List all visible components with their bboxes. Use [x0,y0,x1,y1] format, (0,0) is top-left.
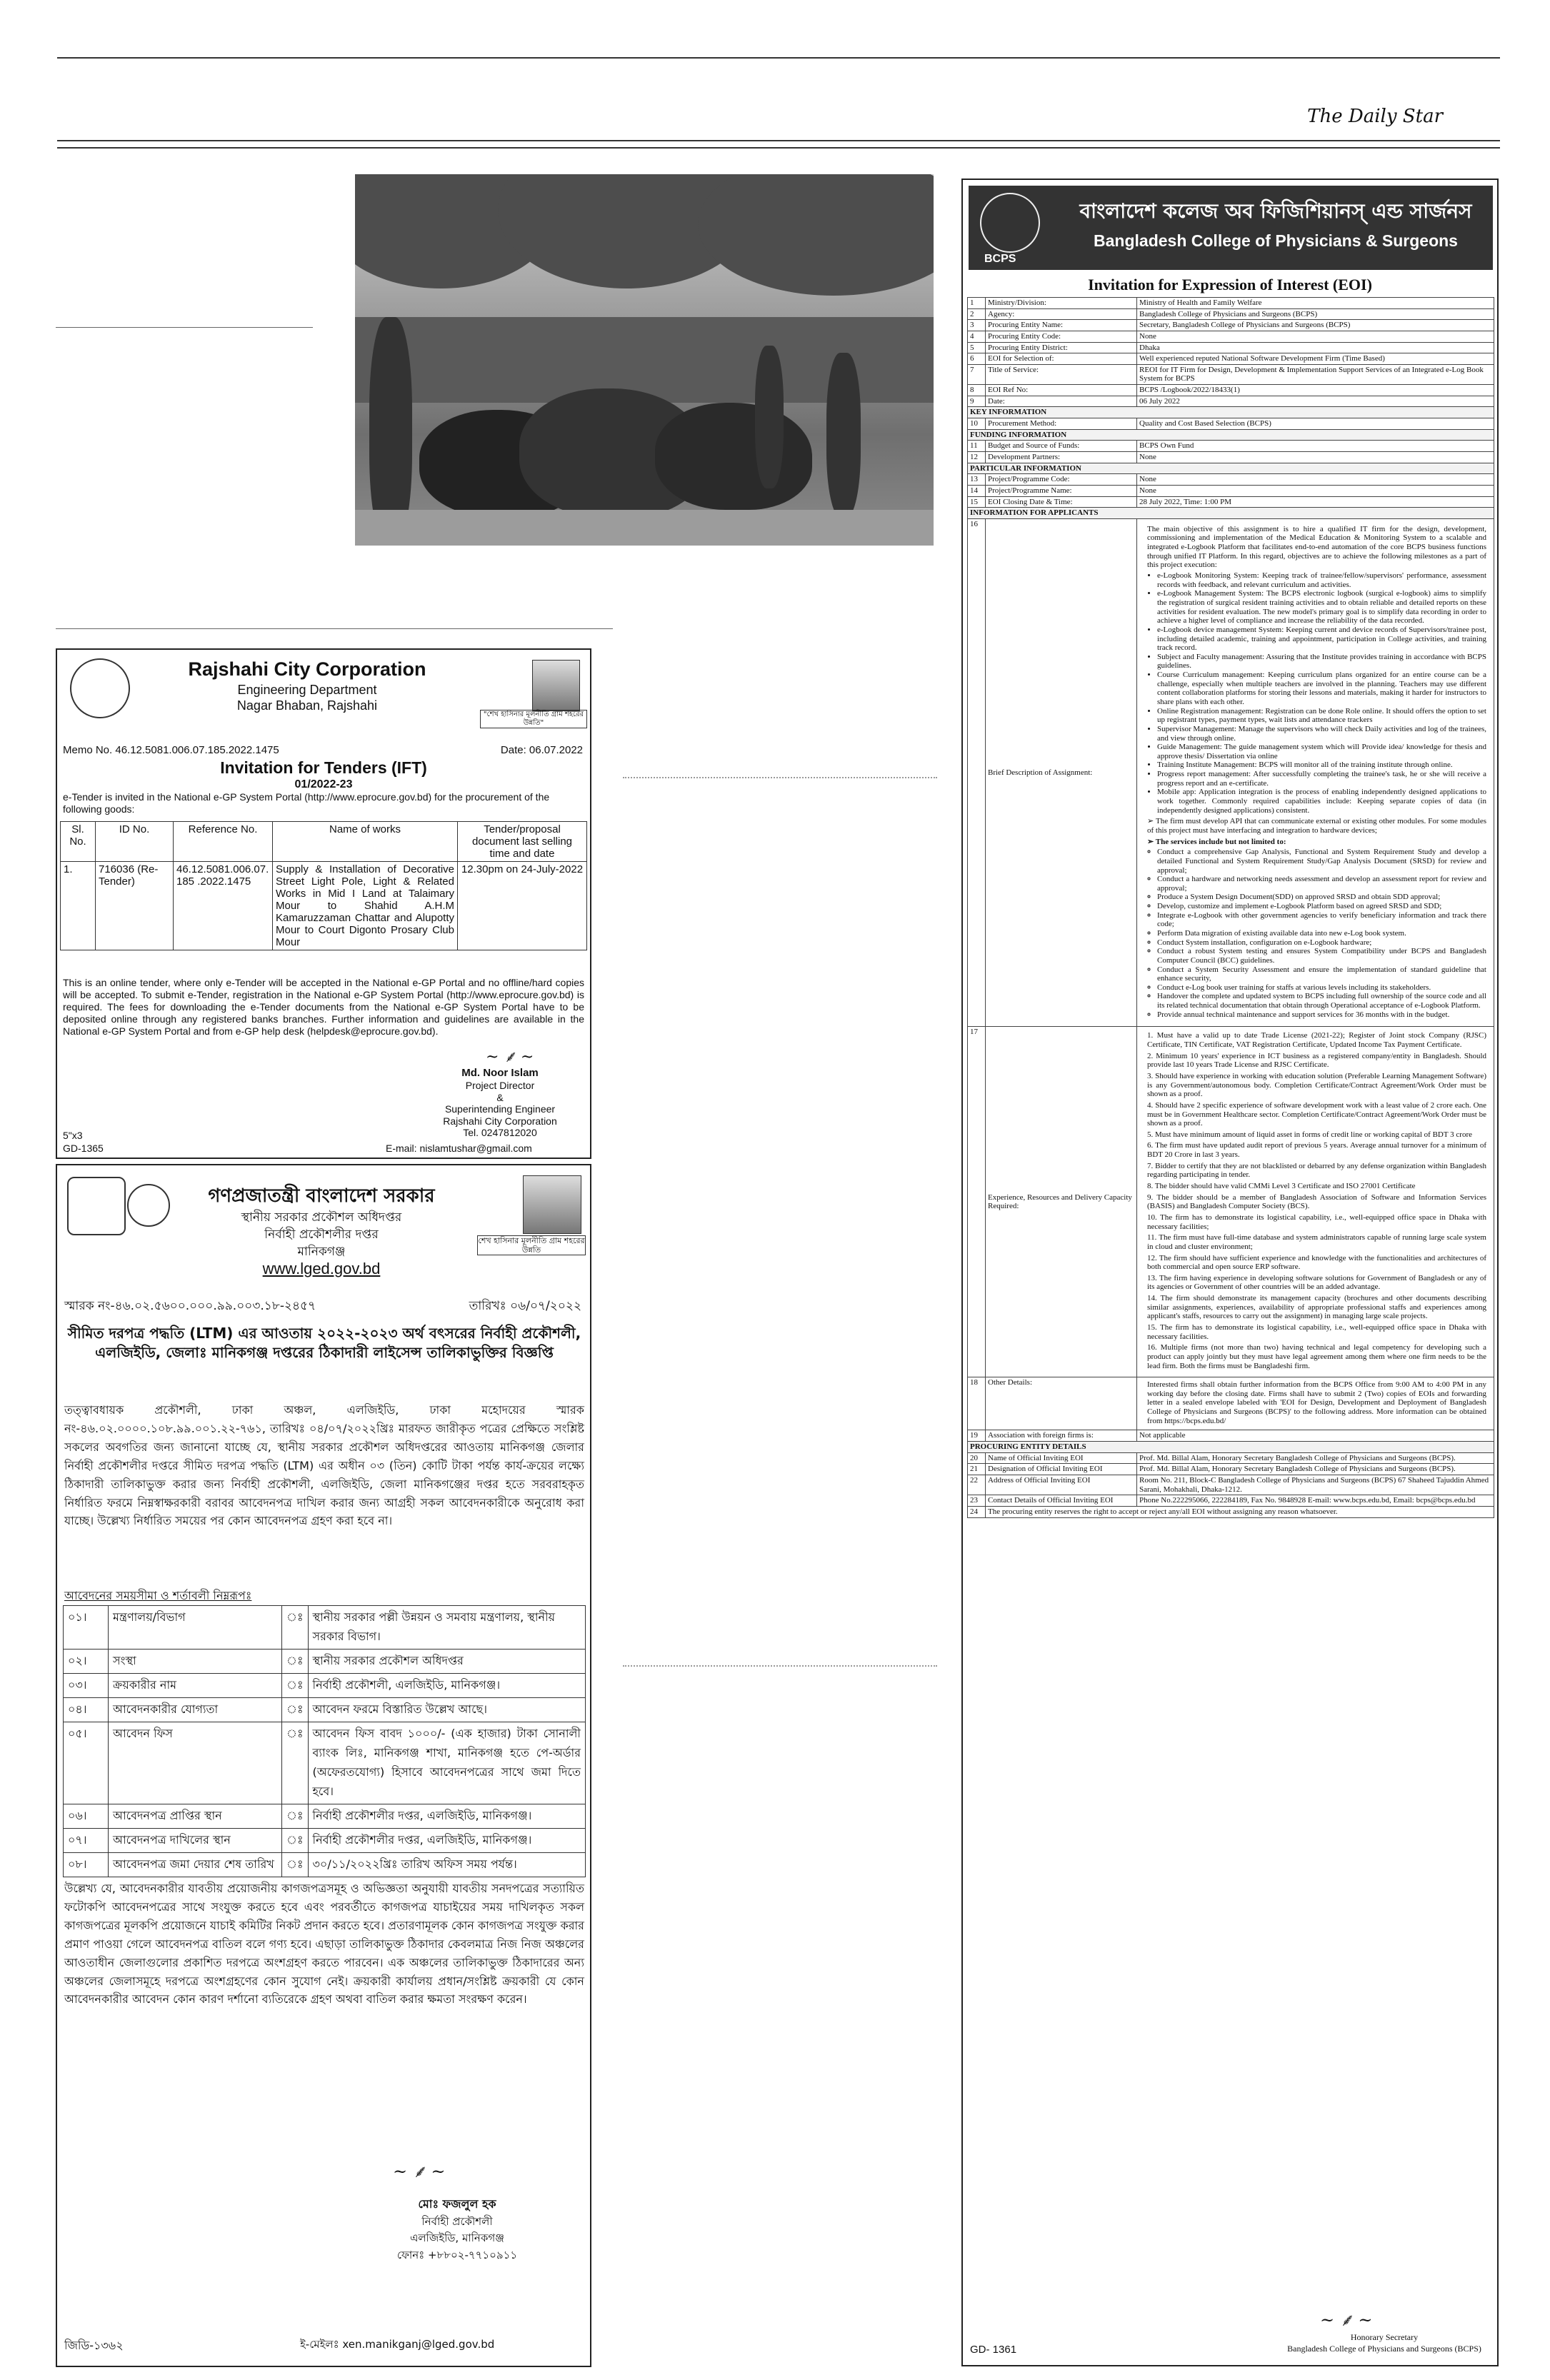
list-item: • Course Curriculum management: Keeping curriculum plans organized for an entire course can be a challenge, especially when multiple teachers are involved in the planning. Teachers may use different content collaboration platforms for storing their lessons and materials, making it harder for instructors to share plans with each other. [1157,671,1486,707]
row-key: Ministry/Division: [986,298,1137,309]
lged-gov: গণপ্রজাতন্ত্রী বাংলাদেশ সরকার [208,1185,435,1207]
row-value: স্থানীয় সরকার পল্লী উন্নয়ন ও সমবায় মন্ত্রণালয়, স্থানীয় সরকার বিভাগ। [308,1606,585,1650]
list-item: • Training Institute Management: BCPS will monitor all of the training institute through online. [1157,760,1486,770]
list-item: 5. Must have minimum amount of liquid asset in forms of credit line or working capital of BDT 3 crore [1147,1130,1472,1139]
list-item: • e-Logbook Management System: The BCPS electronic logbook (surgical e-logbook) aims to simplify the registration of surgical resident training activities and to obtain reliable and detailed reports on these activities for resident evaluation. The new model's primary goal is to simplify data recording in order to achieve a higher level of compliance and increase the reliability of the data recorded. [1157,589,1486,626]
list-item: 16. Multiple firms (not more than two) having technical and legal competency for developing such a product can apply jointly but they must have legal agreement among them where one firm needs to be the lead firm. Both the firms must be Bangladeshi firm. [1147,1343,1486,1370]
table-row [968,1430,1494,1442]
section-label: PARTICULAR INFORMATION [968,463,1494,474]
row-value: BCPS Own Fund [1137,441,1494,452]
signer-line: Tel. 0247812020 [463,1127,537,1139]
lged-terms-table [63,1605,586,1877]
bcps-signature: ~ ⸙ ~ [1320,2310,1373,2330]
table-row [968,474,1494,486]
lged-body: তত্ত্বাবধায়ক প্রকৌশলী, ঢাকা অঞ্চল, এলজিইডি, ঢাকা মহোদয়ের স্মারক নং-৪৬.০২.০০০০.১০৮.৯৯.০০১.২২-৭৬১, তারিখঃ ০৪/০৭/২০২২খ্রিঃ মারফত জারীকৃত পত্রের প্রেক্ষিতে সংশ্লিষ্ট সকলের অবগতির জন্য জানানো যাচ্ছে যে, স্থানীয় সরকার প্রকৌশল অধিদপ্তরের আওতায় মানিকগঞ্জ জেলার নির্বাহী প্রকৌশলীর দপ্তরে সীমিত দরপত্র পদ্ধতি (LTM) এর অধীন ০৩ (তিন) কোটি টাকা পর্যন্ত কার্য-ক্রয়ের লক্ষ্যে ঠিকাদারী তালিকাভুক্ত করার জন্য নির্বাহী প্রকৌশলী, এলজিইডি, জেলা মানিকগঞ্জের দপ্তর হতে সরবরাহকৃত নির্ধারিত ফরমে নিম্নস্বাক্ষরকারী বরাবর আবেদনপত্র দাখিল করার জন্য আগ্রহী সকল আবেদনকারীকে অনুরোধ করা যাচ্ছে। উল্লেখ্য নির্ধারিত সময়ের পর কোন আবেদনপত্র গ্রহণ করা হবে না। [64,1403,584,1528]
row-key: আবেদনকারীর যোগ্যতা [109,1698,282,1722]
row-value: Well experienced reputed National Software Development Firm (Time Based) [1137,353,1494,365]
column-rule [56,628,613,629]
table-row [968,320,1494,331]
rcc-intro: e-Tender is invited in the National e-GP System Portal (http://www.eprocure.gov.bd) for the procurement of the following goods: [63,791,550,815]
row-key: আবেদনপত্র প্রাপ্তির স্থান [109,1804,282,1829]
bcps-rows-assoc [968,1430,1494,1442]
list-item: • Mobile app: Application integration is the process of enabling independently designed applications to work together. Commonly required capabilities include: Keeping separate copies of data (in independently designed applications) consistent. [1157,788,1486,815]
row-key: Agency: [986,308,1137,320]
row-key: Project/Programme Name: [986,485,1137,496]
table-header: ID No. [96,822,174,862]
row-value: BCPS /Logbook/2022/18433(1) [1137,385,1494,396]
table-row [968,298,1494,309]
assignment-bullets [1147,571,1486,815]
table-row [968,441,1494,452]
table-row [968,1495,1494,1507]
lged-footer: উল্লেখ্য যে, আবেদনকারীর যাবতীয় প্রয়োজনীয় কাগজপত্রসমূহ ও অভিজ্ঞতা অনুযায়ী যাবতীয় সনদপত্রের সত্যায়িত ফটোকপি আবেদনপত্রের সাথে সংযুক্ত করতে হবে এবং পরবর্তীতে কাগজপত্র যাচাইয়ের সময় দাখিলকৃত সকল কাগজপত্রের মূলকপি প্রয়োজনে যাচাই কমিটির নিকট প্রদান করতে হবে। প্রতারণামূলক কোন কাগজপত্র সংযুক্ত করার প্রমাণ পাওয়া গেলে আবেদনপত্র বাতিল বলে গণ্য হবে। এছাড়া তালিকাভুক্ত ঠিকাদার কেবলমাত্র নিজ নিজ অঞ্চলের আওতাধীন জেলাগুলোর প্রকাশিত দরপত্রে অংশগ্রহণ করতে পারবেন। এক অঞ্চলের তালিকাভুক্ত ঠিকাদারের অন্য অঞ্চলের জেলাসমূহে দরপত্রে অংশগ্রহণের কোন সুযোগ নেই। ক্রয়কারী কার্যালয় প্রধান/সংশ্লিষ্ট ক্রয়কারী যে কোন আবেদনকারীর আবেদন কোন কারণ দর্শানো ব্যতিরেকে গ্রহণ অথবা বাতিল করার ক্ষমতা সংরক্ষণ করেন। [64,1882,584,2007]
list-item: ◦ Provide annual technical maintenance and support services for 36 months with in the budget. [1157,1010,1486,1020]
table-row: ০৮। আবেদনপত্র জমা দেয়ার শেষ তারিখ ঃ ৩০/১১/২০২২খ্রিঃ তারিখ অফিস সময় পর্যন্ত। [64,1853,586,1877]
row-number: ০১। [64,1606,109,1650]
list-item: • e-Logbook Monitoring System: Keeping track of trainee/fellow/supervisors' performance, assessment records with feedback, and relevant curriculum and activities. [1157,571,1486,589]
lged-list-title: আবেদনের সময়সীমা ও শর্তাবলী নিম্নরূপঃ [64,1589,252,1602]
table-row [968,1377,1494,1430]
rcc-emblem-icon [70,658,130,718]
list-item: 7. Bidder to certify that they are not blacklisted or debarred by any defense organization within Bangladesh regarding participating in tender. [1147,1161,1486,1180]
assignment-intro: The main objective of this assignment is to hire a qualified IT firm for the design, development, commissioning and implementation of the Medical Education & Monitoring System to a scalable and integrated e-Logbook Platform that facilitates end-to-end automation of the core BCPS business functions through unified IT Platform. In this regard, objectives are to achieve the following milestones as a part of this project execution: [1147,524,1486,570]
bcps-rows-basic [968,298,1494,407]
bcps-logo-text: BCPS [984,253,1016,265]
list-item: • Online Registration management: Registration can be done Role online. It should offers the option to set up registrant types, payment types, wait lists and attendance trackers [1157,707,1486,725]
row-key: ক্রয়কারীর নাম [109,1674,282,1698]
row-key: Experience, Resources and Delivery Capacity Required: [986,1027,1137,1377]
table-row: ০৩। ক্রয়কারীর নাম ঃ নির্বাহী প্রকৌশলী, এলজিইডি, মানিকগঞ্জ। [64,1674,586,1698]
row-number: ০৭। [64,1829,109,1853]
list-item: • Guide Management: The guide management system which will Provide idea/ knowledge for thesis and approve thesis/ Dissertation via online [1157,743,1486,760]
list-item: 10. The firm has to demonstrate its logistical capability, i.e., well-equipped office space in Dhaka with necessary facilities; [1147,1212,1486,1231]
row-key: Project/Programme Code: [986,474,1137,486]
table-row: ০৭। আবেদনপত্র দাখিলের স্থান ঃ নির্বাহী প্রকৌশলীর দপ্তর, এলজিইডি, মানিকগঞ্জ। [64,1829,586,1853]
table-row [968,1452,1494,1464]
lged-signature: ~ ⸙ ~ [393,2161,446,2181]
bcps-header [969,186,1493,270]
table-row [968,1464,1494,1475]
section-label: INFORMATION FOR APPLICANTS [968,508,1494,519]
row-number: ০৮। [64,1853,109,1877]
table-header-row [61,822,587,862]
table-row [968,342,1494,353]
section-label: PROCURING ENTITY DETAILS [968,1442,1494,1453]
row-value: 28 July 2022, Time: 1:00 PM [1137,496,1494,508]
list-item: 4. Should have 2 specific experience of software development work with a least value of 2 crore each. One must be in Government Healthcare sector. Completion Certificate/Contract Agreement/Work Order must be shown as a proof. [1147,1100,1486,1128]
section-header [968,429,1494,441]
row-number: 19 [968,1430,986,1442]
lged-signer-lines [343,2214,571,2264]
bcps-signer-org: Bangladesh College of Physicians and Surgeons (BCPS) [1287,2344,1481,2354]
section-label: KEY INFORMATION [968,407,1494,418]
list-item: 13. The firm having experience in developing software solutions for Government of Bangladesh or any of its agencies or Government of other countries will be an added advantage. [1147,1273,1486,1292]
section-header [968,1442,1494,1453]
row-number: 5 [968,342,986,353]
row-number: 22 [968,1475,986,1495]
list-item: ◦ Integrate e-Logbook with other government agencies to verify beneficiary information and track there code; [1157,911,1486,929]
table-row: ০১। মন্ত্রণালয়/বিভাগ ঃ স্থানীয় সরকার পল্লী উন্নয়ন ও সমবায় মন্ত্রণালয়, স্থানীয় সরকার বিভাগ। [64,1606,586,1650]
list-item: • Supervisor Management: Manage the supervisors who will check Daily activities and log of the trainees, and view through online. [1157,725,1486,743]
lged-district: মানিকগঞ্জ [297,1245,346,1259]
section-label: FUNDING INFORMATION [968,429,1494,441]
table-header: Sl. No. [61,822,96,862]
table-row [968,451,1494,463]
row-key: আবেদনপত্র জমা দেয়ার শেষ তারিখ [109,1853,282,1877]
lged-dept: স্থানীয় সরকার প্রকৌশল অধিদপ্তর [241,1210,402,1225]
row-value: আবেদন ফরমে বিস্তারিত উল্লেখ আছে। [308,1698,585,1722]
row-value: Dhaka [1137,342,1494,353]
bcps-emblem-icon [980,193,1040,253]
row-value: Prof. Md. Billal Alam, Honorary Secretary Bangladesh College of Physicians and Surgeons (BCPS). [1137,1464,1494,1475]
row-value: Bangladesh College of Physicians and Surgeons (BCPS) [1137,308,1494,320]
list-item: 6. The firm must have updated audit report of previous 5 years. Average annual turnover for a minimum of BDT 20 Crore in last 3 years. [1147,1141,1486,1160]
row-key: The procuring entity reserves the right to accept or reject any/all EOI without assigning any reason whatsoever. [986,1506,1494,1517]
rcc-note: This is an online tender, where only e-Tender will be accepted in the National e-GP Portal and no offline/hard copies will be accepted. To submit e-Tender, registration in the National e-GP System Portal (http://www.eprocure.gov.bd) is required. The fees for downloading the e-Tender documents from the National e-GP System Portal have to be deposited online through any registered banks branches. Further information and guidelines are available in the National e-GP System Portal and from e-GP help desk (helpdesk@eprocure.gov.bd). [63,977,584,1038]
list-item: 3. Should have experience in working with education solution (Preferable Learning Management Software) is any Government/autonomous body. Completion Certificate/Contract Agreement/Work Order must be shown as a proof. [1147,1071,1486,1099]
services-title: ➢ The services include but not limited to: [1147,837,1286,846]
rcc-memo: Memo No. 46.12.5081.006.07.185.2022.1475 [63,744,279,756]
row-value: নির্বাহী প্রকৌশলীর দপ্তর, এলজিইডি, মানিকগঞ্জ। [308,1804,585,1829]
column-rule [623,1665,937,1667]
column-rule [623,777,937,778]
row-key: EOI for Selection of: [986,353,1137,365]
table-cell: 46.12.5081.006.07. 185 .2022.1475 [174,862,273,950]
list-item: ◦ Perform Data migration of existing available data into new e-Log book system. [1157,929,1486,938]
signer-line: ফোনঃ +৮৮০২-৭৭১০৯১১ [396,2248,518,2261]
bcps-name-en: Bangladesh College of Physicians & Surgeons [1094,231,1458,250]
list-item: ◦ Conduct a comprehensive Gap Analysis, Functional and System Requirement Study and develop a detailed Functional and System Requirement Study/Gap Analysis Document (SRSD) for review and approval; [1157,848,1486,875]
table-row [968,1475,1494,1495]
rcc-ref: 01/2022-23 [294,778,353,790]
section-header [968,508,1494,519]
row-value: নির্বাহী প্রকৌশলী, এলজিইডি, মানিকগঞ্জ। [308,1674,585,1698]
bcps-signer: Honorary Secretary [1350,2332,1419,2342]
row-value: None [1137,331,1494,342]
list-item: ◦ Produce a System Design Document(SDD) on approved SRSD and obtain SDD approval; [1157,893,1486,902]
row-value: Quality and Cost Based Selection (BCPS) [1137,418,1494,430]
row-key: সংস্থা [109,1650,282,1674]
table-row [968,1027,1494,1377]
table-row [968,1506,1494,1517]
row-number: 8 [968,385,986,396]
list-item: ◦ Develop, customize and implement e-Logbook Platform based on agreed SRSD and SDD; [1157,902,1486,911]
table-row [968,385,1494,396]
list-item: 14. The firm should demonstrate its management capacity (brochures and other documents describing similar assignments, experiences, availability of appropriate professional staffs and experiences among applicant's staffs, resources to carry out the assignment) in managing large scale projects. [1147,1294,1486,1321]
row-key: আবেদনপত্র দাখিলের স্থান [109,1829,282,1853]
row-value: Phone No.222295066, 222284189, Fax No. 9848928 E-mail: www.bcps.edu.bd, Email: bcps@bcps.edu.bd [1137,1495,1494,1507]
row-key: Procuring Entity Code: [986,331,1137,342]
row-value: Prof. Md. Billal Alam, Honorary Secretary Bangladesh College of Physicians and Surgeons (BCPS). [1137,1452,1494,1464]
cattle-market-photo [355,174,934,546]
experience-list [1147,1031,1486,1370]
list-item: 11. The firm must have full-time database and system administrators capable of running large scale system in cloud and cluster environment; [1147,1233,1486,1251]
row-number: 1 [968,298,986,309]
row-key: Procurement Method: [986,418,1137,430]
rcc-signer: Md. Noor Islam [461,1067,539,1079]
signer-line: Superintending Engineer [444,1103,556,1115]
list-item: • e-Logbook device management System: Keeping current and device records of Supervisors/trainee post, including detailed academic, training and appointment, participation in College activities, and training track record. [1157,626,1486,653]
table-row [61,862,587,950]
row-number: 20 [968,1452,986,1464]
table-row [968,308,1494,320]
list-item: 9. The bidder should be a member of Bangladesh Association of Software and Information Services (BASIS) and Bangladesh Computer Society (BCS). [1147,1192,1486,1211]
row-key: Association with foreign firms is: [986,1430,1137,1442]
lged-office: নির্বাহী প্রকৌশলীর দপ্তর [264,1227,379,1242]
masthead-rule-2 [57,147,1500,149]
signer-line: Project Director [465,1080,535,1091]
list-item: ◦ Conduct System installation, configuration on e-Logbook hardware; [1157,938,1486,948]
signer-line: & [496,1091,504,1103]
masthead-brand: The Daily Star [1307,106,1443,127]
bcps-rows-fund [968,441,1494,463]
table-row [968,353,1494,365]
row-number: 24 [968,1506,986,1517]
row-value: 06 July 2022 [1137,396,1494,407]
row-number: 21 [968,1464,986,1475]
row-number: ০৪। [64,1698,109,1722]
row-key: Address of Official Inviting EOI [986,1475,1137,1495]
row-number: 6 [968,353,986,365]
list-item: ◦ Handover the complete and updated system to BCPS including full ownership of the source code and all its related technical documentation that obtain through Operational acceptance of e-Logbook Platform. [1157,992,1486,1010]
row-number: 18 [968,1377,986,1430]
table-row: ০৪। আবেদনকারীর যোগ্যতা ঃ আবেদন ফরমে বিস্তারিত উল্লেখ আছে। [64,1698,586,1722]
table-row [968,496,1494,508]
row-value: None [1137,451,1494,463]
bcps-rows-key [968,418,1494,430]
list-item: • Progress report management: After successfully completing the trainee's task, he or she will receive a progress report and an e-certificate. [1157,770,1486,788]
row-number: 7 [968,364,986,384]
table-row [968,518,1494,1027]
row-value: Room No. 211, Block-C Bangladesh College of Physicians and Surgeons (BCPS) 67 Shaheed Tajuddin Ahmed Sarani, Mohakhali, Dhaka-1212. [1137,1475,1494,1495]
row-value: Secretary, Bangladesh College of Physicians and Surgeons (BCPS) [1137,320,1494,331]
row-number: 11 [968,441,986,452]
row-key: Budget and Source of Funds: [986,441,1137,452]
lged-date: তারিখঃ ০৬/০৭/২০২২ [469,1299,581,1313]
lged-gd: জিডি-১৩৬২ [64,2339,124,2352]
section-header [968,407,1494,418]
table-header: Name of works [273,822,458,862]
lged-memo: স্মারক নং-৪৬.০২.৫৬০০.০০০.৯৯.০০৩.১৮-২৪৫৭ [64,1299,316,1313]
govt-logo-icon [67,1177,126,1235]
list-item: • Subject and Faculty management: Assuring that the Institute provides training in accordance with BCPS guidelines. [1157,653,1486,671]
row-key: EOI Closing Date & Time: [986,496,1137,508]
list-item: ◦ Conduct a robust System testing and ensures System Compatibility under BCPS and Bangladesh Computer Council (BCC) guidelines. [1157,947,1486,965]
row-key: Procuring Entity District: [986,342,1137,353]
rcc-org: Rajshahi City Corporation [188,658,426,680]
rcc-tender-ad [56,648,591,1159]
table-row: ০৬। আবেদনপত্র প্রাপ্তির স্থান ঃ নির্বাহী প্রকৌশলীর দপ্তর, এলজিইডি, মানিকগঞ্জ। [64,1804,586,1829]
table-cell: 1. [61,862,96,950]
table-cell: 716036 (Re-Tender) [96,862,174,950]
row-number: 16 [968,518,986,1027]
row-number: ০২। [64,1650,109,1674]
bcps-eoi-ad [961,179,1499,2366]
signer-line: নির্বাহী প্রকৌশলী [421,2215,493,2228]
table-row [968,396,1494,407]
assignment-api-text: The firm must develop API that can communicate external or existing other modules. For some modules of this project must have interfacing and integration to hardware devices; [1147,817,1486,835]
row-value: None [1137,474,1494,486]
rcc-signer-lines [414,1080,586,1139]
row-number: ০৬। [64,1804,109,1829]
row-number: 13 [968,474,986,486]
rcc-address: Nagar Bhaban, Rajshahi [236,698,378,713]
row-value: স্থানীয় সরকার প্রকৌশল অধিদপ্তর [308,1650,585,1674]
row-value: আবেদন ফিস বাবদ ১০০০/- (এক হাজার) টাকা সোনালী ব্যাংক লিঃ, মানিকগঞ্জ শাখা, মানিকগঞ্জ হতে পে-অর্ডার (অফেরতযোগ্য) হিসাবে আবেদনপত্রের সাথে জমা দিতে হবে। [308,1722,585,1804]
section-header [968,463,1494,474]
rcc-gd: GD-1365 [63,1143,104,1154]
table-row [968,364,1494,384]
table-row [968,485,1494,496]
row-key: Brief Description of Assignment: [986,518,1137,1027]
list-item: ◦ Conduct a hardware and networking needs assessment and develop an assessment report for review and approval; [1157,875,1486,893]
mujib-100-logo-icon [127,1184,170,1227]
top-rule [57,57,1500,59]
row-key: Procuring Entity Name: [986,320,1137,331]
rcc-email: E-mail: nislamtushar@gmail.com [386,1143,532,1154]
row-number: ০৫। [64,1722,109,1804]
lged-signer: মোঃ ফজলুল হক [418,2197,496,2211]
bcps-name-bn: বাংলাদেশ কলেজ অব ফিজিশিয়ানস্ এন্ড সার্জনস [1079,199,1472,223]
row-key: Other Details: [986,1377,1137,1430]
services-title-text: The services include but not limited to: [1155,837,1286,846]
table-cell: 12.30pm on 24-July-2022 [458,862,587,950]
signer-line: Rajshahi City Corporation [443,1115,557,1127]
rcc-slogan: "শেখ হাসিনার মূলনীতি গ্রাম শহরের উন্নতি" [480,710,587,728]
table-row [968,331,1494,342]
lged-email: ই-মেইলঃ xen.manikganj@lged.gov.bd [300,2338,495,2351]
row-value: Not applicable [1137,1430,1494,1442]
row-number: 15 [968,496,986,508]
row-value [1137,1027,1494,1377]
row-value: ৩০/১১/২০২২খ্রিঃ তারিখ অফিস সময় পর্যন্ত। [308,1853,585,1877]
signer-line: এলজিইডি, মানিকগঞ্জ [409,2231,505,2245]
bcps-gd: GD- 1361 [970,2344,1017,2356]
table-row: ০২। সংস্থা ঃ স্থানীয় সরকার প্রকৌশল অধিদপ্তর [64,1650,586,1674]
row-number: 10 [968,418,986,430]
rcc-signature: ~ ⸙ ~ [486,1048,534,1066]
rcc-title: Invitation for Tenders (IFT) [220,758,427,777]
pm-portrait [523,1175,581,1234]
row-key: Title of Service: [986,364,1137,384]
row-number: 3 [968,320,986,331]
row-number: 17 [968,1027,986,1377]
list-item: 15. The firm has to demonstrate its logistical capability, i.e., well-equipped office space in Dhaka with necessary facilities. [1147,1322,1486,1341]
table-header: Reference No. [174,822,273,862]
list-item: ◦ Conduct a System Security Assessment and ensure the implementation of standard guideline that enhance security, [1157,965,1486,983]
lged-title: সীমিত দরপত্র পদ্ধতি (LTM) এর আওতায় ২০২২-২০২৩ অর্থ বৎসরের নির্বাহী প্রকৌশলী, এলজিইডি, জেলাঃ মানিকগঞ্জ দপ্তরের ঠিকাদারী লাইসেন্স তালিকাভুক্তির বিজ্ঞপ্তি [67,1325,581,1361]
row-key: Contact Details of Official Inviting EOI [986,1495,1137,1507]
pm-portrait [532,660,580,711]
row-value: Interested firms shall obtain further information from the BCPS Office from 9:00 AM to 4:00 PM in any working day before the closing date. Firms shall have to submit 2 (Two) copies of EOIs and forwarding letter in a sealed envelope labeled with 'EOI for Design, Development and Deployment of Bangladesh College of Physicians and Surgeons (BCPS)' to the following address. More information can be obtained from https://bcps.edu.bd/ [1137,1377,1494,1430]
lged-slogan: শেখ হাসিনার মূলনীতি গ্রাম শহরের উন্নতি [478,1236,585,1255]
row-key: আবেদন ফিস [109,1722,282,1804]
list-item: 2. Minimum 10 years' experience in ICT business as a registered company/entity in Bangladesh. Should provide last 10 years Trade License and RJSC Certificate. [1147,1051,1486,1070]
bcps-eoi-table [967,297,1494,1518]
bcps-title: Invitation for Expression of Interest (EOI) [1088,276,1372,293]
lged-notice-ad [56,1164,591,2367]
list-item: 1. Must have a valid up to date Trade License (2021-22); Register of Joint stock Company (RJSC) Certificate, TIN Certificate, VAT Registration Certificate, Updated Income Tax Payment Certificate. [1147,1031,1486,1050]
row-number: 9 [968,396,986,407]
row-number: ০৩। [64,1674,109,1698]
table-header: Tender/proposal document last selling time and date [458,822,587,862]
row-value: None [1137,485,1494,496]
row-value: Ministry of Health and Family Welfare [1137,298,1494,309]
row-key: Development Partners: [986,451,1137,463]
list-item: 8. The bidder should have valid CMMi Level 3 Certificate and ISO 27001 Certificate [1147,1182,1416,1191]
row-key: EOI Ref No: [986,385,1137,396]
rcc-size: 5"x3 [63,1130,83,1141]
row-key: Designation of Official Inviting EOI [986,1464,1137,1475]
table-row: ০৫। আবেদন ফিস ঃ আবেদন ফিস বাবদ ১০০০/- (এক হাজার) টাকা সোনালী ব্যাংক লিঃ, মানিকগঞ্জ শাখা, মানিকগঞ্জ হতে পে-অর্ডার (অফেরতযোগ্য) হিসাবে আবেদনপত্রের সাথে জমা দিতে হবে। [64,1722,586,1804]
bcps-rows-particular [968,474,1494,508]
list-item: ◦ Conduct e-Log book user training for staffs at various levels including its stakeholders. [1157,983,1486,993]
row-value [1137,518,1494,1027]
rcc-date: Date: 06.07.2022 [500,744,583,756]
row-number: 23 [968,1495,986,1507]
row-value: REOI for IT Firm for Design, Development & Implementation Support Services of an Integrated e-Log Book System for BCPS [1137,364,1494,384]
rcc-table [60,821,587,950]
masthead-rule-1 [57,140,1500,141]
lged-web-link[interactable]: www.lged.gov.bd [262,1260,381,1277]
services-list [1147,848,1486,1019]
bcps-rows-entity [968,1452,1494,1517]
row-number: 14 [968,485,986,496]
column-rule [56,327,313,328]
row-number: 12 [968,451,986,463]
row-key: Name of Official Inviting EOI [986,1452,1137,1464]
row-value: নির্বাহী প্রকৌশলীর দপ্তর, এলজিইডি, মানিকগঞ্জ। [308,1829,585,1853]
rcc-dept: Engineering Department [237,683,377,697]
row-number: 4 [968,331,986,342]
list-item: 12. The firm should have sufficient experience and knowledge with the functionalities and architectures of both commercial and open source ERP software. [1147,1253,1486,1272]
table-cell: Supply & Installation of Decorative Street Light Pole, Light & Related Works in Mid I Land at Talaimary Mour to Shahid A.H.M Kamaruzzaman Chattar and Alupotty Mour to Court Digonto Prosary Club Mour [273,862,458,950]
row-key: Date: [986,396,1137,407]
row-key: মন্ত্রণালয়/বিভাগ [109,1606,282,1650]
assignment-api: ➢ The firm must develop API that can communicate external or existing other modules. For some modules of this project must have interfacing and integration to hardware devices; [1147,817,1486,835]
row-number: 2 [968,308,986,320]
table-row [968,418,1494,430]
